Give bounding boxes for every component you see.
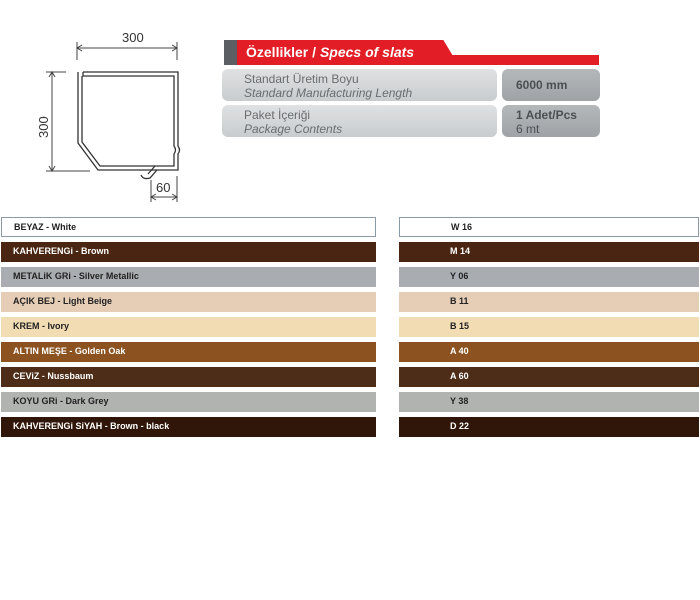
- color-code-row: [399, 292, 699, 312]
- height-dimension: [46, 72, 90, 171]
- color-code: Y 38: [450, 396, 469, 406]
- color-code: B 11: [450, 296, 469, 306]
- color-name-row: [1, 342, 376, 362]
- color-name: KOYU GRi - Dark Grey: [13, 396, 109, 406]
- color-code: A 60: [450, 371, 469, 381]
- spec-value: 6000 mm: [516, 78, 568, 92]
- spec-label-box: [222, 105, 497, 137]
- color-code: M 14: [450, 246, 471, 256]
- color-code: W 16: [451, 222, 473, 232]
- color-code-row: [399, 242, 699, 262]
- color-code: B 15: [450, 321, 470, 331]
- specs-title-en: Specs of slats: [319, 44, 415, 60]
- color-code-row: [399, 417, 699, 437]
- color-name-row: [1, 417, 376, 437]
- color-code-row: [399, 367, 699, 387]
- color-code-row: [399, 392, 699, 412]
- color-name: CEViZ - Nussbaum: [13, 371, 94, 381]
- color-code-row: [399, 342, 699, 362]
- specs-title-tr: Özellikler /: [246, 44, 317, 60]
- lip-label: 60: [156, 180, 171, 195]
- color-name-row: [1, 367, 376, 387]
- spec-label-en: Package Contents: [244, 122, 343, 136]
- specs-title: [246, 44, 414, 60]
- spec-value-box: [502, 69, 600, 101]
- height-label: 300: [36, 116, 51, 138]
- color-name: KAHVERENGi SiYAH - Brown - black: [13, 421, 170, 431]
- color-name-row: [1, 292, 376, 312]
- color-name-row: [1, 392, 376, 412]
- spec-label-tr: Standart Üretim Boyu: [244, 72, 359, 86]
- color-name: BEYAZ - White: [14, 222, 77, 232]
- color-code-row: [399, 317, 699, 337]
- spec-label-box: [222, 69, 497, 101]
- spec-row-package: [222, 105, 600, 137]
- color-name-row: [1, 267, 376, 287]
- spec-label-tr: Paket İçeriği: [244, 108, 311, 122]
- color-code-row: [399, 267, 699, 287]
- color-code: Y 06: [450, 271, 469, 281]
- color-code: D 22: [450, 421, 470, 431]
- color-name: METALiK GRi - Silver Metallic: [13, 271, 139, 281]
- color-name: KREM - Ivory: [13, 321, 70, 331]
- slat-profile: [78, 72, 180, 179]
- color-name-row: [1, 242, 376, 262]
- spec-value-sub: 6 mt: [516, 122, 540, 136]
- color-name: ALTIN MEŞE - Golden Oak: [13, 346, 126, 356]
- spec-label-en: Standard Manufacturing Length: [244, 86, 413, 100]
- spec-row-length: [222, 69, 600, 101]
- width-label: 300: [122, 30, 144, 45]
- color-code: A 40: [450, 346, 469, 356]
- profile-drawing: [30, 30, 210, 205]
- color-name: AÇIK BEJ - Light Beige: [13, 296, 113, 306]
- color-name: KAHVERENGi - Brown: [13, 246, 110, 256]
- header-accent: [224, 40, 237, 65]
- color-name-row: [1, 317, 376, 337]
- specs-header: [224, 40, 599, 65]
- color-name-row: [1, 217, 376, 237]
- spec-value-box: [502, 105, 600, 137]
- spec-value: 1 Adet/Pcs: [516, 108, 577, 122]
- color-code-row: [399, 217, 699, 237]
